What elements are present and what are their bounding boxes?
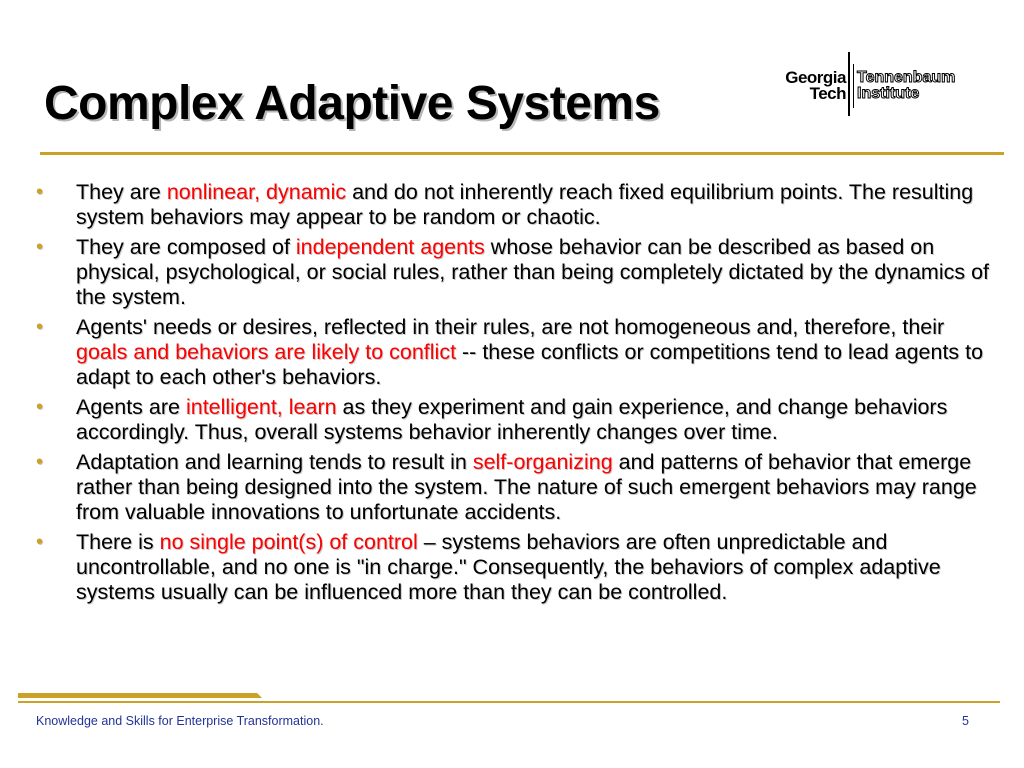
- highlighted-phrase: no single point(s) of control: [159, 530, 418, 554]
- bullet-item: • They are nonlinear, dynamic and do not inherently reach fixed equilibrium points. The resulting system behaviors may appear to be random or chaotic.: [36, 180, 974, 229]
- page-number: 5: [962, 714, 969, 728]
- footer-accent-bar: [18, 693, 262, 698]
- bullet-dot: •: [36, 316, 44, 338]
- bullet-dot: •: [36, 451, 44, 473]
- bullet-list: [30, 180, 1000, 610]
- footer-rule: [18, 701, 1000, 703]
- bullet-item: • There is no single point(s) of control – systems behaviors are often unpredictable and uncontrollable, and no one is "in charge." Consequently, the behaviors of complex adaptive systems usually can be influenced more than they can be controlled.: [36, 530, 941, 604]
- highlighted-phrase: goals and behaviors are likely to conflict: [76, 340, 457, 364]
- tennenbaum-institute-wordmark: Tennenbaum Institute: [857, 69, 956, 102]
- highlighted-phrase: nonlinear, dynamic: [166, 180, 347, 204]
- bullet-dot: •: [36, 181, 44, 203]
- bullet-item: • Agents are intelligent, learn as they experiment and gain experience, and change behaviors accordingly. Thus, overall systems behavior inherently changes over time.: [36, 395, 948, 444]
- highlighted-phrase: intelligent, learn: [185, 395, 337, 419]
- logo-divider: [848, 52, 850, 116]
- bullet-dot: •: [36, 396, 44, 418]
- georgia-tech-wordmark: Georgia Tech: [785, 68, 846, 103]
- bullet-item: • Agents' needs or desires, reflected in their rules, are not homogeneous and, therefore, their goals and behaviors are likely to conflict -- these conflicts or competitions tend to lead agents to adapt to each other's behaviors.: [36, 315, 984, 389]
- footer-text: Knowledge and Skills for Enterprise Transformation.: [36, 714, 324, 728]
- slide-title: Complex Adaptive Systems: [44, 77, 660, 130]
- georgia-tech-tennenbaum-logo: [760, 50, 990, 120]
- bullet-item: • Adaptation and learning tends to result in self-organizing and patterns of behavior that emerge rather than being designed into the system. The nature of such emergent behaviors may range from valuable innovations to unfortunate accidents.: [36, 450, 977, 524]
- highlighted-phrase: self-organizing: [472, 450, 613, 474]
- title-underline: [40, 152, 1004, 155]
- bullet-dot: •: [36, 236, 44, 258]
- highlighted-phrase: independent agents: [295, 235, 485, 259]
- bullet-dot: •: [36, 531, 44, 553]
- logo-divider-thin: [853, 64, 854, 108]
- bullet-item: • They are composed of independent agents whose behavior can be described as based on physical, psychological, or social rules, rather than being completely dictated by the dynamics of the system.: [36, 235, 990, 309]
